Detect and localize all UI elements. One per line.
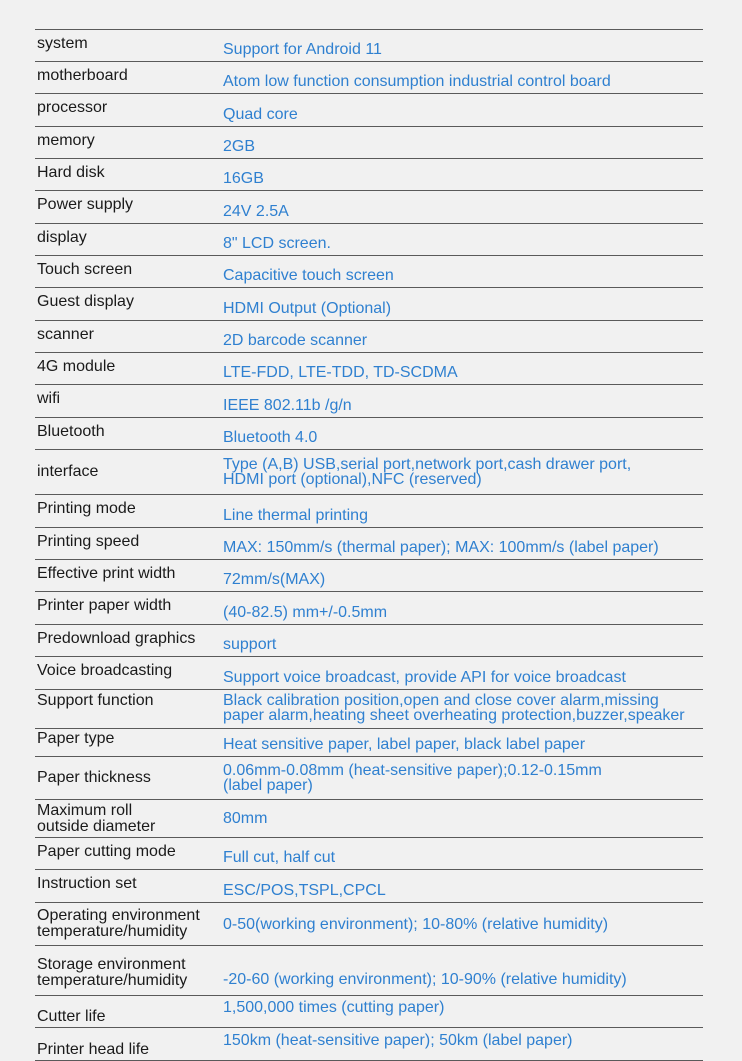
spec-label: Paper thickness [37, 769, 151, 786]
spec-label: motherboard [37, 67, 128, 84]
spec-row-guest-display [35, 288, 703, 321]
spec-value: (40-82.5) mm+/-0.5mm [223, 604, 388, 621]
spec-value: Support voice broadcast, provide API for voice broadcast [223, 669, 626, 686]
spec-value: 8" LCD screen. [223, 235, 331, 252]
spec-value: Quad core [223, 106, 298, 123]
spec-label: wifi [37, 390, 61, 407]
spec-label: Effective print width [37, 565, 176, 582]
spec-row-paper-cutting-mode [35, 838, 703, 870]
spec-row-scanner [35, 321, 703, 353]
spec-value: 1,500,000 times (cutting paper) [223, 999, 445, 1016]
spec-label: Paper type [37, 730, 115, 747]
spec-value: 0-50(working environment); 10-80% (relative humidity) [223, 915, 609, 933]
spec-label: Cutter life [37, 1008, 106, 1025]
spec-value: Support for Android 11 [223, 41, 382, 58]
spec-row-interface [35, 450, 703, 495]
spec-row-predownload-graphics [35, 625, 703, 657]
spec-value: HDMI Output (Optional) [223, 300, 392, 317]
spec-row-instruction-set [35, 870, 703, 903]
spec-row-paper-thickness [35, 757, 703, 800]
spec-row-motherboard [35, 62, 703, 94]
spec-row-printing-speed [35, 528, 703, 560]
spec-row-printing-mode [35, 495, 703, 528]
spec-label: Bluetooth [37, 423, 105, 440]
spec-label: Voice broadcasting [37, 662, 173, 679]
spec-row-storage-environment [35, 946, 703, 996]
spec-value: 2GB [223, 138, 256, 155]
spec-row-wifi [35, 385, 703, 418]
spec-label: Touch screen [37, 261, 133, 278]
spec-label: Operating environment temperature/humidity [37, 907, 200, 940]
spec-row-power-supply [35, 191, 703, 224]
spec-label: Printing speed [37, 533, 140, 550]
spec-label: memory [37, 132, 95, 149]
spec-label: Instruction set [37, 875, 137, 892]
spec-label: Guest display [37, 293, 134, 310]
spec-row-touch-screen [35, 256, 703, 288]
spec-label: Storage environment temperature/humidity [37, 956, 188, 989]
spec-row-processor [35, 94, 703, 127]
spec-value: 24V 2.5A [223, 203, 289, 220]
spec-label: 4G module [37, 358, 116, 375]
spec-row-bluetooth [35, 418, 703, 450]
spec-value: Type (A,B) USB,serial port,network port,cash drawer port, HDMI port (optional),NFC (reserved) [223, 456, 632, 488]
spec-row-4g-module [35, 353, 703, 385]
spec-label: Printing mode [37, 500, 136, 517]
spec-value: Line thermal printing [223, 507, 368, 524]
spec-row-memory [35, 127, 703, 159]
spec-label: Paper cutting mode [37, 843, 176, 860]
spec-value: 2D barcode scanner [223, 332, 368, 349]
spec-value: MAX: 150mm/s (thermal paper); MAX: 100mm/s (label paper) [223, 539, 659, 556]
spec-label: Maximum roll outside diameter [37, 801, 156, 835]
spec-value: Heat sensitive paper, label paper, black label paper [223, 736, 586, 753]
spec-row-display [35, 224, 703, 256]
spec-row-maximum-roll [35, 800, 703, 838]
spec-value: 0.06mm-0.08mm (heat-sensitive paper);0.12-0.15mm (label paper) [223, 762, 602, 794]
spec-value: Atom low function consumption industrial control board [223, 73, 611, 90]
spec-label: Hard disk [37, 164, 105, 181]
spec-label: interface [37, 463, 99, 480]
spec-label: display [37, 229, 87, 246]
spec-value: 16GB [223, 170, 264, 187]
spec-row-cutter-life [35, 996, 703, 1028]
spec-value: Black calibration position,open and close cover alarm,missing paper alarm,heating sheet overheating protection,buzzer,speaker [223, 692, 685, 724]
spec-label: Predownload graphics [37, 630, 196, 647]
spec-value: Full cut, half cut [223, 849, 336, 866]
spec-value: 80mm [223, 810, 268, 827]
spec-row-effective-print-width [35, 560, 703, 592]
spec-value: LTE-FDD, LTE-TDD, TD-SCDMA [223, 364, 458, 381]
spec-row-paper-type [35, 729, 703, 757]
spec-value: ESC/POS,TSPL,CPCL [223, 882, 386, 899]
spec-label: system [37, 35, 88, 52]
spec-value: Capacitive touch screen [223, 267, 394, 284]
spec-label: Printer head life [37, 1041, 150, 1058]
spec-value: support [223, 636, 277, 653]
spec-row-operating-environment [35, 903, 703, 946]
spec-label: Power supply [37, 196, 134, 213]
spec-value: IEEE 802.11b /g/n [223, 397, 352, 414]
spec-label: Printer paper width [37, 597, 172, 614]
spec-row-system [35, 30, 703, 62]
spec-row-printer-head-life [35, 1028, 703, 1061]
spec-row-printer-paper-width [35, 592, 703, 625]
spec-value: Bluetooth 4.0 [223, 429, 318, 446]
spec-table [35, 29, 703, 1061]
spec-label: scanner [37, 326, 94, 343]
spec-value: -20-60 (working environment); 10-90% (relative humidity) [223, 971, 627, 988]
spec-value: 150km (heat-sensitive paper); 50km (label paper) [223, 1032, 573, 1049]
spec-value: 72mm/s(MAX) [223, 571, 326, 588]
spec-row-hard-disk [35, 159, 703, 191]
spec-row-voice-broadcasting [35, 657, 703, 690]
spec-label: Support function [37, 692, 154, 709]
spec-row-support-function [35, 690, 703, 729]
spec-label: processor [37, 99, 108, 116]
